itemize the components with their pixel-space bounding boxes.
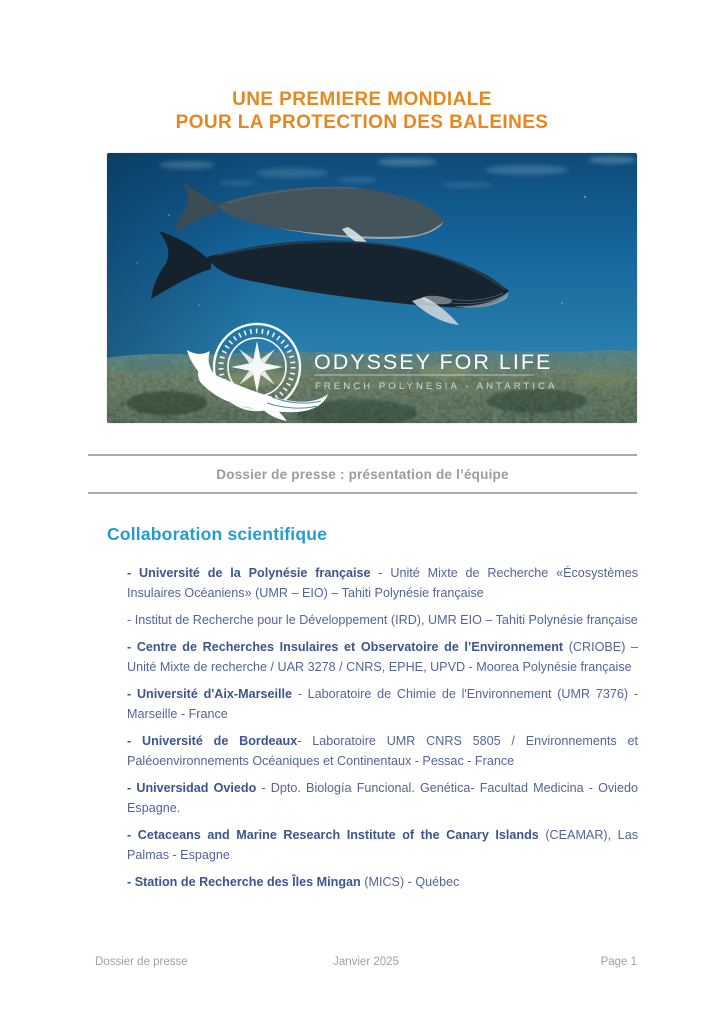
section-heading: Collaboration scientifique xyxy=(107,524,328,544)
underwater-scene xyxy=(107,153,637,423)
list-item: - Cetaceans and Marine Research Institute of the Canary Islands (CEAMAR), Las Palmas - Espagne xyxy=(127,828,638,862)
page-title-line1: UNE PREMIERE MONDIALE xyxy=(232,89,492,110)
list-item: - Station de Recherche des Îles Mingan (MICS) - Québec xyxy=(127,875,460,889)
list-item: - Centre de Recherches Insulaires et Observatoire de l’Environnement (CRIOBE) – Unité Mixte de recherche / UAR 3278 / CNRS, EPHE, UPVD - Moorea Polynésie française xyxy=(127,640,638,674)
collaboration-list xyxy=(127,563,638,899)
divider-line-bottom xyxy=(88,492,637,494)
whale-photo xyxy=(107,153,637,423)
footer-doc-label: Dossier de presse xyxy=(95,956,188,968)
page-title xyxy=(0,88,724,134)
list-item: - Université de Bordeaux- Laboratoire UMR CNRS 5805 / Environnements et Paléoenvironnements Océaniques et Continentaux - Pessac - France xyxy=(127,734,638,768)
list-item: - Université d'Aix-Marseille - Laboratoire de Chimie de l'Environnement (UMR 7376) - Marseille - France xyxy=(127,687,638,721)
logo-title: ODYSSEY FOR LIFE xyxy=(314,350,553,374)
banner-text: Dossier de presse : présentation de l’équipe xyxy=(216,467,509,482)
footer-page-number: Page 1 xyxy=(600,956,638,968)
logo-subtitle: FRENCH POLYNESIA - ANTARTICA xyxy=(315,381,558,392)
list-item: - Universidad Oviedo - Dpto. Biología Funcional. Genética- Facultad Medicina - Oviedo Espagne. xyxy=(127,781,638,815)
page-title-line2: POUR LA PROTECTION DES BALEINES xyxy=(175,112,549,133)
page-footer xyxy=(95,956,637,968)
list-item: - Institut de Recherche pour le Développement (IRD), UMR EIO – Tahiti Polynésie française xyxy=(127,613,638,627)
list-item: - Université de la Polynésie française - Unité Mixte de Recherche «Écosystèmes Insulaires Océaniens» (UMR – EIO) – Tahiti Polynésie française xyxy=(127,566,638,600)
banner-divider xyxy=(88,454,637,494)
footer-date: Janvier 2025 xyxy=(333,956,399,968)
